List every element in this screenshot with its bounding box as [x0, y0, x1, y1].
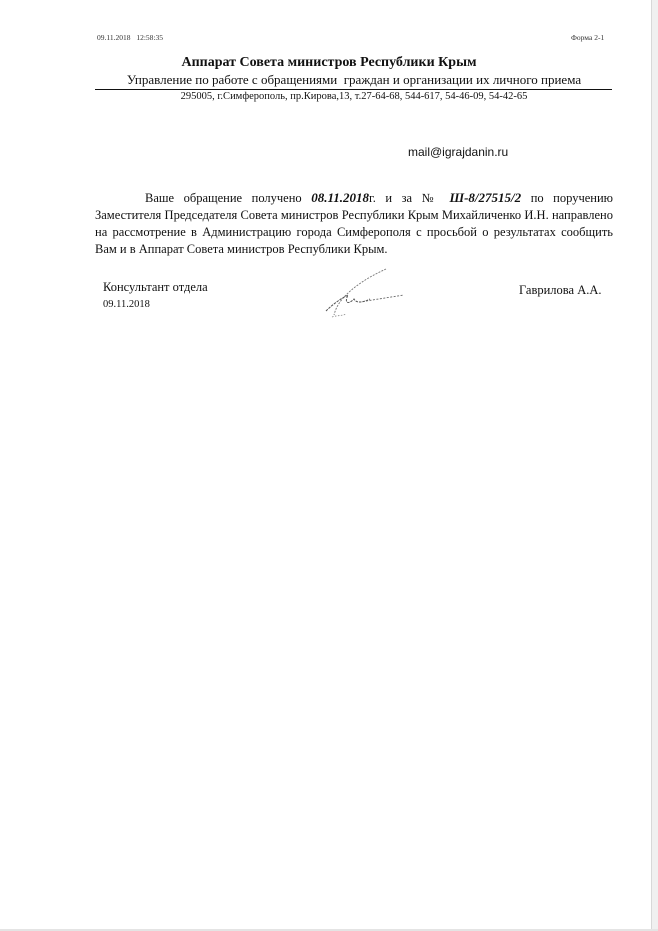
- handwritten-signature: [318, 265, 418, 325]
- body-after-date: г. и за №: [369, 191, 450, 205]
- received-date: 08.11.2018: [311, 190, 369, 205]
- body-intro: Ваше обращение получено: [145, 191, 312, 205]
- header-divider: [95, 89, 612, 90]
- registration-number: Ш-8/27515/2: [449, 190, 522, 205]
- signature-date: 09.11.2018: [103, 299, 150, 310]
- page-edge: [651, 0, 658, 931]
- organization-address: 295005, г.Симферополь, пр.Кирова,13, т.27-64-68, 544-617, 54-46-09, 54-42-65: [180, 91, 528, 102]
- department-name: Управление по работе с обращениями граждан и организации их личного приема: [126, 72, 582, 87]
- signer-name: Гаврилова А.А.: [519, 283, 602, 297]
- form-number: Форма 2-1: [571, 33, 605, 42]
- signer-position: Консультант отдела: [103, 280, 208, 294]
- body-rest: по поручению Заместителя Председателя Совета министров Республики Крым Михайличенко И.Н. направлено на рассмотрение в Администрацию города Симферополя с просьбой о результатах сообщить Вам и в Аппарат Совета министров Республики Крым.: [95, 191, 613, 256]
- recipient-email: mail@igrajdanin.ru: [408, 145, 509, 159]
- letter-body: [95, 189, 613, 258]
- organization-title: Аппарат Совета министров Республики Крым: [181, 55, 477, 70]
- print-timestamp: 09.11.2018 12:58:35: [97, 33, 164, 42]
